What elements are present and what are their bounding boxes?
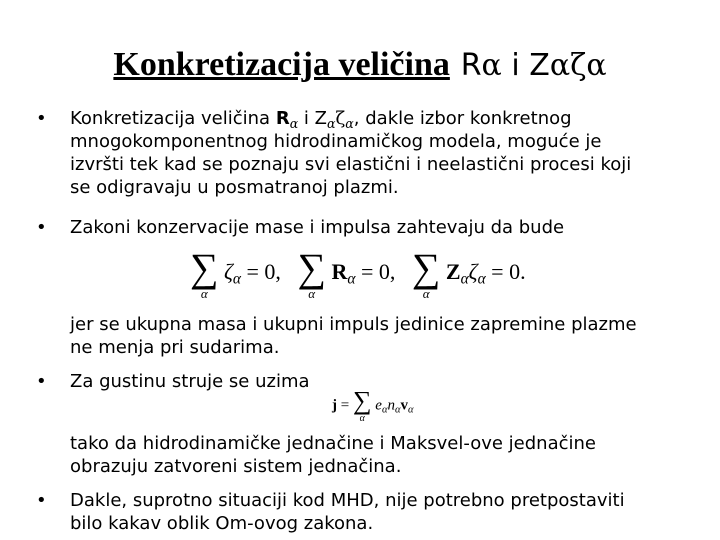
eq4-v: v — [400, 397, 408, 414]
b1-zeta: ζ — [335, 108, 346, 129]
title-alpha-1: α — [481, 48, 502, 83]
eq3-z: Z — [445, 259, 461, 285]
bullet-3-cont-2: obrazuju zatvoreni sistem jednačina. — [70, 456, 402, 477]
title-z: Z — [529, 48, 550, 83]
eq4-j: j — [332, 397, 337, 414]
sum-index-3: α — [422, 286, 430, 301]
conservation-equation — [190, 245, 526, 301]
b1-r: R — [275, 108, 290, 129]
sum-index-1: α — [200, 286, 208, 301]
b1-z: Z — [314, 108, 327, 129]
sum-index-2: α — [308, 286, 316, 301]
sum-symbol-1: ∑ — [190, 245, 219, 290]
sum-4 — [353, 388, 372, 424]
eq2-r: R — [331, 259, 348, 285]
eq4-alpha-1: α — [381, 404, 388, 416]
slide-title — [0, 42, 720, 88]
sum-2 — [297, 245, 326, 301]
eq3-zeta: ζ — [468, 259, 478, 285]
title-symbols — [461, 48, 607, 83]
title-text: Konkretizacija veličina — [113, 46, 450, 83]
bullet-1-line-2: mnogokomponentnog hidrodinamičkog modela, moguće je — [70, 131, 602, 152]
bullet-marker-3: • — [36, 371, 47, 392]
bullet-2-cont-1: jer se ukupna masa i ukupni impuls jedinice zapremine plazme — [70, 314, 637, 335]
eq3-alpha-2: α — [477, 270, 486, 288]
bullet-marker-1: • — [36, 108, 47, 129]
bullet-2-cont-2: ne menja pri sudarima. — [70, 337, 280, 358]
sum-1 — [190, 245, 219, 301]
title-r: R — [460, 48, 482, 83]
sum-symbol-4: ∑ — [352, 386, 372, 415]
sum-index-4: α — [359, 413, 365, 424]
b1-alpha-2: α — [327, 115, 336, 131]
eq1-alpha: α — [232, 270, 242, 288]
bullet-2-line-1: Zakoni konzervacije mase i impulsa zahtevaju da bude — [70, 217, 565, 238]
sum-symbol-3: ∑ — [411, 245, 441, 290]
eq2-zero: = 0, — [360, 259, 396, 285]
bullet-4-line-1: Dakle, suprotno situaciji kod MHD, nije potrebno pretpostaviti — [70, 490, 625, 511]
eq2-alpha: α — [347, 270, 356, 288]
eq4-eq: = — [340, 397, 350, 414]
title-alpha-2: α — [549, 48, 571, 83]
b1-alpha-3: α — [345, 115, 354, 131]
bullet-marker-4: • — [36, 490, 47, 511]
eq4-e: e — [375, 397, 382, 414]
eq3-alpha-1: α — [460, 270, 469, 288]
eq4-alpha-2: α — [394, 404, 401, 416]
eq4-alpha-3: α — [407, 404, 414, 416]
sum-symbol-2: ∑ — [297, 245, 326, 290]
b1-post: , dakle izbor konkretnog — [353, 108, 572, 129]
eq3-zero: = 0. — [491, 259, 526, 285]
eq4-n: n — [387, 397, 395, 414]
sum-3 — [411, 245, 441, 301]
bullet-1-line-4: se odigravaju u posmatranoj plazmi. — [70, 177, 399, 198]
b1-alpha-1: α — [289, 115, 299, 131]
bullet-1-line-3: izvršti tek kad se poznaju svi elastični i neelastični procesi koji — [70, 154, 632, 175]
bullet-3-line-1: Za gustinu struje se uzima — [70, 371, 310, 392]
current-density-equation — [332, 388, 413, 424]
b1-pre: Konkretizacija veličina — [70, 108, 276, 129]
bullet-4-line-2: bilo kakav oblik Om-ovog zakona. — [70, 513, 374, 534]
b1-and: i — [298, 108, 315, 129]
bullet-marker-2: • — [36, 217, 47, 238]
eq1-zeta: ζ — [224, 259, 233, 285]
title-and: i — [511, 48, 520, 83]
eq1-zero: = 0, — [246, 259, 281, 285]
bullet-3-cont-1: tako da hidrodinamičke jednačine i Maksvel-ove jednačine — [70, 433, 596, 454]
title-zeta: ζ — [570, 48, 587, 83]
title-alpha-3: α — [586, 48, 607, 83]
